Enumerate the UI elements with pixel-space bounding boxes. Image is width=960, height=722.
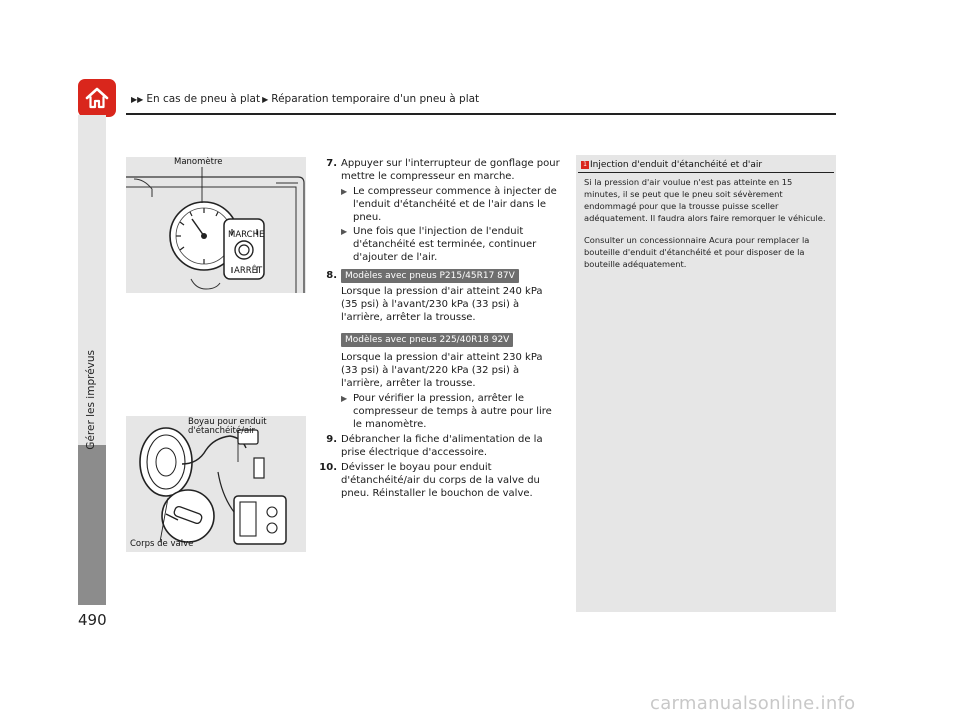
step-number: 7. [326, 158, 337, 169]
step-number: 9. [326, 434, 337, 445]
home-button[interactable] [78, 79, 116, 117]
label-gauge: Manomètre [174, 157, 223, 167]
note-rule [578, 172, 834, 173]
step-9 [310, 433, 560, 459]
home-icon [78, 79, 116, 117]
breadcrumb [129, 93, 479, 105]
step-number: 10. [319, 462, 337, 473]
header-rule [126, 113, 836, 115]
note-body [584, 176, 828, 280]
step-text: Lorsque la pression d'air atteint 230 kPa (33 psi) à l'avant/220 kPa (32 psi) à l'arrière, arrêter la trousse. [341, 352, 543, 389]
side-tab-active-marker [78, 445, 106, 605]
step-7 [310, 157, 560, 264]
step-substep: ▶ Une fois que l'injection de l'enduit d'étanchéité est terminée, continuer d'ajouter de l'air. [341, 225, 560, 264]
section-label: Gérer les imprévus [85, 350, 97, 450]
breadcrumb-item-flat-tire[interactable]: En cas de pneu à plat [146, 93, 261, 105]
model-badge: Modèles avec pneus 225/40R18 92V [341, 333, 513, 347]
step-text: Appuyer sur l'interrupteur de gonflage pour mettre le compresseur en marche. [341, 158, 560, 182]
step-text: Dévisser le boyau pour enduit d'étanchéité/air du corps de la valve du pneu. Réinstaller le bouchon de valve. [341, 462, 540, 499]
note-title [581, 160, 762, 170]
step-text: Lorsque la pression d'air atteint 240 kPa (35 psi) à l'avant/230 kPa (33 psi) à l'arrière, arrêter la trousse. [341, 286, 543, 323]
watermark: carmanualsonline.info [650, 693, 856, 714]
step-10 [310, 461, 560, 500]
page-number: 490 [78, 611, 107, 629]
label-hose-line1: Boyau pour enduit [188, 417, 267, 427]
note-ref-icon: 1 [581, 161, 589, 169]
label-valve: Corps de valve [130, 539, 194, 549]
breadcrumb-item-temporary-repair[interactable]: Réparation temporaire d'un pneu à plat [271, 93, 480, 105]
breadcrumb-arrow-icon: ▶ [262, 95, 269, 104]
model-badge: Modèles avec pneus P215/45R17 87V [341, 269, 519, 283]
figure-compressor-gauge [126, 157, 306, 293]
procedure-steps [310, 155, 560, 502]
compressor-illustration [126, 157, 306, 293]
label-off: ARRÊT [234, 266, 263, 276]
label-on: MARCHE [228, 230, 265, 240]
step-substep: ▶ Pour vérifier la pression, arrêter le compresseur de temps à autre pour lire le manomètre. [341, 392, 560, 431]
step-text: Débrancher la fiche d'alimentation de la prise électrique d'accessoire. [341, 434, 543, 458]
step-number: 8. [326, 270, 337, 281]
step-8 [310, 269, 560, 431]
note-paragraph: Consulter un concessionnaire Acura pour remplacer la bouteille d'enduit d'étanchéité et pour disposer de la bouteille adéquatement. [584, 235, 810, 269]
figure-hose-valve [126, 416, 306, 552]
hose-valve-illustration [126, 416, 306, 552]
label-hose-line2: d'étanchéité/air [188, 426, 256, 436]
note-title-text: Injection d'enduit d'étanchéité et d'air [590, 160, 763, 170]
breadcrumb-arrow-icon: ▶▶ [131, 95, 144, 104]
note-paragraph: Si la pression d'air voulue n'est pas atteinte en 15 minutes, il se peut que le pneu soit sévèrement endommagé pour que la trousse puisse sceller adéquatement. Il faudra alors faire remorquer le véhicule. [584, 177, 826, 223]
step-substep: ▶ Le compresseur commence à injecter de l'enduit d'étanchéité et de l'air dans le pneu. [341, 185, 560, 224]
